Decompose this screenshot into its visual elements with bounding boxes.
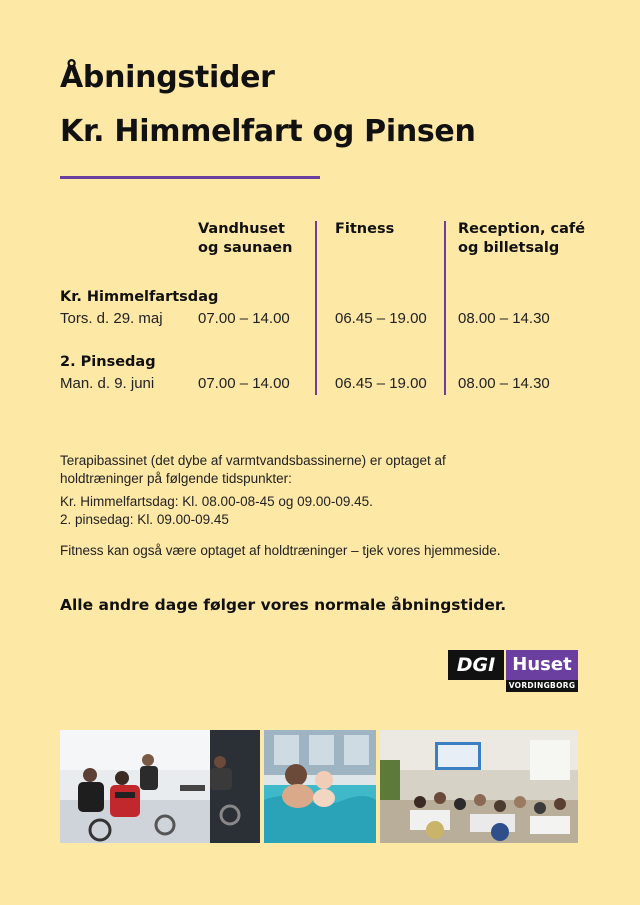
normal-hours-note: Alle andre dage følger vores normale åbningstider. [60,596,507,614]
time-cell: 06.45 – 19.00 [335,310,427,327]
title-underline [60,176,320,179]
row-day-name: Kr. Himmelfartsdag [60,289,219,305]
page-title-line2: Kr. Himmelfart og Pinsen [60,114,476,149]
pool-photo [264,730,376,843]
time-cell: 07.00 – 14.00 [198,310,290,327]
therapy-intro-line: holdtræninger på følgende tidspunkter: [60,471,292,486]
time-cell: 07.00 – 14.00 [198,375,290,392]
therapy-note [60,452,580,529]
column-divider [315,221,317,395]
therapy-time-line: Kr. Himmelfartsdag: Kl. 08.00-08-45 og 09.00-09.45. [60,494,373,509]
fitness-note: Fitness kan også være optaget af holdtræninger – tjek vores hjemmeside. [60,543,501,558]
column-divider [444,221,446,395]
column-header-line: Reception, café [458,221,586,237]
row-date: Man. d. 9. juni [60,375,155,392]
time-cell: 08.00 – 14.30 [458,375,550,392]
spinning-class-photo [60,730,260,843]
therapy-time-line: 2. pinsedag: Kl. 09.00-09.45 [60,512,229,527]
time-cell: 08.00 – 14.30 [458,310,550,327]
conference-photo [380,730,578,843]
column-header-line: Vandhuset [198,221,285,237]
dgi-huset-logo [448,650,578,692]
logo-huset: Huset [506,650,578,680]
page-title-line1: Åbningstider [60,60,275,95]
column-header-line: Fitness [335,221,395,237]
therapy-intro-line: Terapibassinet (det dybe af varmtvandsbassinerne) er optaget af [60,453,446,468]
column-header-line: og saunaen [198,240,293,256]
column-header-fitness [335,220,394,239]
logo-dgi-mark: DGI [448,650,504,680]
column-header-line: og billetsalg [458,240,560,256]
time-cell: 06.45 – 19.00 [335,375,427,392]
column-header-reception [458,220,585,258]
row-day-name: 2. Pinsedag [60,354,156,370]
column-header-vandhuset [198,220,292,258]
row-date: Tors. d. 29. maj [60,310,163,327]
logo-location: VORDINGBORG [506,680,578,692]
